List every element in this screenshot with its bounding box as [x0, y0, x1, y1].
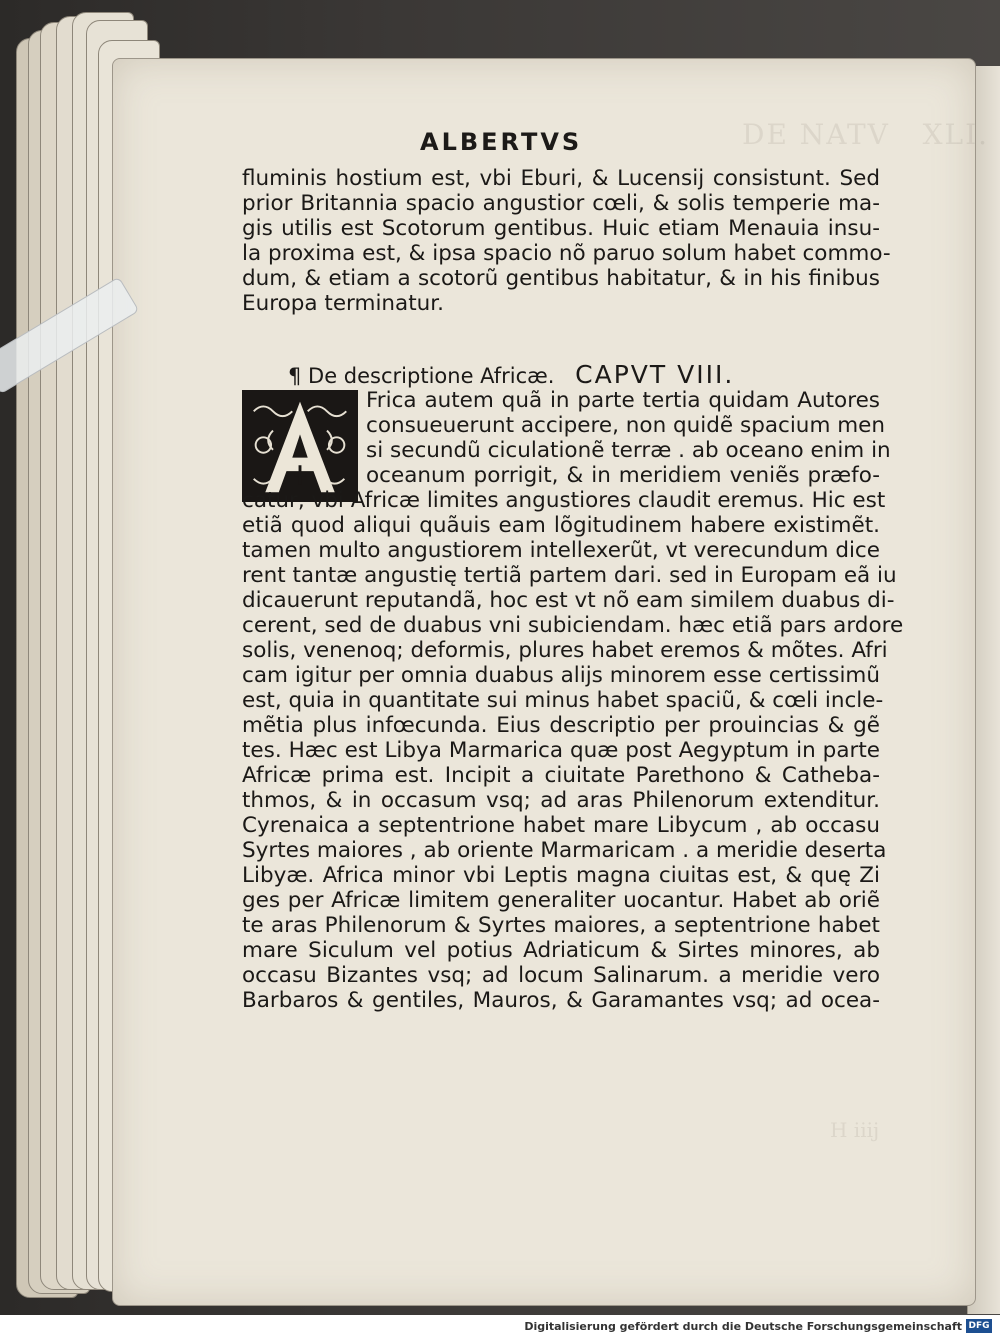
text-line: gis utilis est Scotorum gentibus. Huic etiam Menauia insu- — [242, 216, 880, 241]
text-line: mẽtia plus infœcunda. Eius descriptio per prouincias & gẽ — [242, 713, 880, 738]
text-line: Barbaros & gentiles, Mauros, & Garamantes vsq; ad ocea- — [242, 988, 880, 1013]
chapter-title: ¶ De descriptione Africæ. — [288, 364, 555, 388]
paragraph-1 — [242, 166, 891, 316]
text-line: cerent, sed de duabus vni subiciendam. hæc etiã pars ardore — [242, 613, 904, 638]
text-line: Libyæ. Africa minor vbi Leptis magna ciuitas est, & quę Zi — [242, 863, 880, 888]
text-line: rent tantæ angustię tertiã partem dari. sed in Europam eã iu — [242, 563, 897, 588]
text-line: consueuerunt accipere, non quidẽ spacium men — [366, 413, 886, 438]
dfg-logo: DFG — [966, 1319, 992, 1333]
text-line: dum, & etiam a scotorũ gentibus habitatur, & in his finibus — [242, 266, 880, 291]
text-line: thmos, & in occasum vsq; ad aras Philenorum extenditur. — [242, 788, 880, 813]
text-line: mare Siculum vel potius Adriaticum & Sirtes minores, ab — [242, 938, 880, 963]
text-line: etiã quod aliqui quãuis eam lõgitudinem habere existimẽt. — [242, 513, 880, 538]
paragraph-2 — [242, 388, 904, 1013]
text-line: Cyrenaica a septentrione habet mare Libycum , ab occasu — [242, 813, 880, 838]
text-line: occasu Bizantes vsq; ad locum Salinarum. a meridie vero — [242, 963, 880, 988]
chapter-heading — [288, 360, 878, 389]
text-line: Africæ prima est. Incipit a ciuitate Parethono & Catheba- — [242, 763, 880, 788]
text-line: la proxima est, & ipsa spacio nõ paruo solum habet commo- — [242, 241, 891, 266]
text-line: oceanum porrigit, & in meridiem veniẽs præfo- — [366, 463, 880, 488]
text-line: solis, venenoq; deformis, plures habet eremos & mõtes. Afri — [242, 638, 888, 663]
text-line: prior Britannia spacio angustior cœli, & solis temperie ma- — [242, 191, 880, 216]
text-line: cam igitur per omnia duabus alijs minorem esse certissimũ — [242, 663, 880, 688]
text-line: si secundũ ciculationẽ terræ . ab oceano enim in — [366, 438, 891, 463]
text-line: Europa terminatur. — [242, 291, 444, 316]
text-line: tes. Hæc est Libya Marmarica quæ post Aegyptum in parte — [242, 738, 880, 763]
text-line: fluminis hostium est, vbi Eburi, & Lucensij consistunt. Sed — [242, 166, 880, 191]
text-line: Syrtes maiores , ab oriente Marmaricam . a meridie deserta — [242, 838, 887, 863]
text-line: Frica autem quã in parte tertia quidam Autores — [366, 388, 880, 413]
text-line: catur, vbi Africæ limites angustiores claudit eremus. Hic est — [242, 488, 886, 513]
text-line: te aras Philenorum & Syrtes maiores, a septentrione habet — [242, 913, 880, 938]
text-line: tamen multo angustiorem intellexerũt, vt verecundum dice — [242, 538, 880, 563]
chapter-number: CAPVT VIII. — [575, 360, 735, 389]
text-line: dicauerunt reputandã, hoc est vt nõ eam similem duabus di- — [242, 588, 895, 613]
funding-notice: Digitalisierung gefördert durch die Deutsche Forschungsgemeinschaft — [524, 1320, 962, 1333]
running-head: ALBERTVS — [420, 128, 583, 156]
text-line: ges per Africæ limitem generaliter uocantur. Habet ab oriẽ — [242, 888, 880, 913]
text-line: est, quia in quantitate sui minus habet spaciũ, & cœli incle- — [242, 688, 884, 713]
